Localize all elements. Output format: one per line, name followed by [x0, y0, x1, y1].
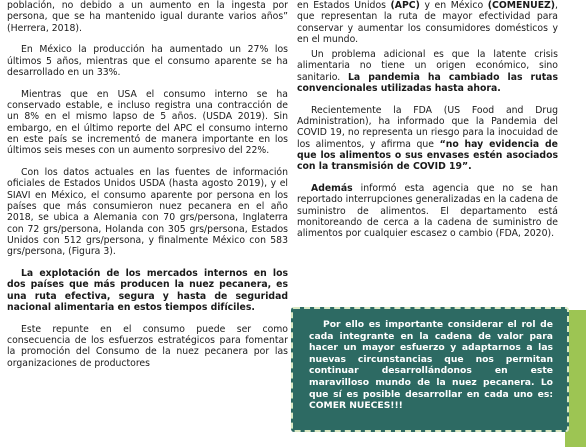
paragraph-usa-consumption: Mientras que en USA el consumo interno se ha conservado estable, e incluso registra una contracción de un 8% en el mismo lapso de 5 años. (USDA 2019). Sin embargo, en el último reporte del APC el consumo interno en este país se incrementó de manera importante en los últimos seis meses con un aumento sorpresivo del 22%. [7, 88, 288, 157]
right-column [297, 0, 558, 250]
paragraph-internal-markets [7, 268, 288, 313]
fda-quote-bold-text: “no hay evidencia de que los alimentos o sus envases estén asociados con la transmisión de COVID 19”. [297, 138, 558, 173]
pandemic-routes-bold-text: La pandemia ha cambiado las rutas convencionales utilizadas hasta ahora. [297, 71, 558, 95]
text-fragment: Un problema adicional es que la latente crisis alimentaria no tiene un origen económico, sino sanitario. [297, 49, 558, 83]
paragraph-sanitary-crisis [297, 49, 558, 94]
paragraph-per-capita-consumption: Con los datos actuales en las fuentes de información oficiales de Estados Unidos USDA (hasta agosto 2019), y el SIAVI en México, el consumo aparente por persona en los países que más consumieron nuez pecanera en el año 2018, se ubica a Alemania con 70 grs/persona, Inglaterra con 72 grs/persona, Holanda con 305 grs/persona, Estados Unidos con 512 grs/persona, y finalmente México con 583 grs/persona, (Figura 3). [7, 167, 288, 258]
callout-box: Por ello es importante considerar el rol de cada integrante en la cadena de valor para hacer un mayor esfuerzo y adaptarnos a las nuevas circunstancias que nos permitan continuar desarrollándonos en este maravilloso mundo de la nuez pecanera. Lo que sí es posible desarrollar en cada uno es: COMER NUECES!!! [291, 307, 569, 432]
text-fragment: informó esta agencia que no se han reportado interrupciones generalizadas en la cadena de suministro de alimentos. El departamento está monitoreando de cerca a la cadena de suministro de alimentos por cualquier escasez o cambio (FDA, 2020). [297, 183, 558, 240]
apc-acronym: (APC) [390, 0, 420, 11]
text-fragment: y en México [419, 0, 488, 11]
text-fragment: en Estados Unidos [297, 0, 391, 11]
paragraph-consumption-rebound: Este repunte en el consumo puede ser como consecuencia de los esfuerzos estratégicos para fomentar la promoción del Consumo de la nuez pecanera por las organizaciones de productores [7, 323, 288, 369]
paragraph-consumption-quote: población, no debido a un aumento en la ingesta por persona, que se ha mantenido igual durante varios años” (Herrera, 2018). [7, 0, 288, 34]
text-fragment: , que representan la ruta de mayor efectividad para conservar y aumentar los consumidores domésticos y en el mundo. [297, 0, 558, 45]
left-column [7, 0, 288, 379]
paragraph-supply-chain [297, 183, 558, 239]
internal-markets-bold-text: La explotación de los mercados internos en los dos países que más producen la nuez pecanera, es una ruta efectiva, segura y hasta de seguridad nacional alimentaria en estos tiempos difíciles. [7, 267, 288, 313]
ademas-bold-text: Además [311, 183, 353, 195]
text-fragment: Recientemente la FDA (US Food and Drug Administration), ha informado que la Pandemia del COVID 19, no representa un riesgo para la inocuidad de los alimentos, y afirma que [297, 104, 558, 150]
paragraph-mexico-production: En México la producción ha aumentado un 27% los últimos 5 años, mientras que el consumo aparente se ha desarrollado en un 33%. [7, 44, 288, 78]
paragraph-fda-report [297, 105, 558, 173]
paragraph-producer-organizations [297, 0, 558, 45]
comenuez-acronym: (COMENUEZ) [487, 0, 556, 11]
